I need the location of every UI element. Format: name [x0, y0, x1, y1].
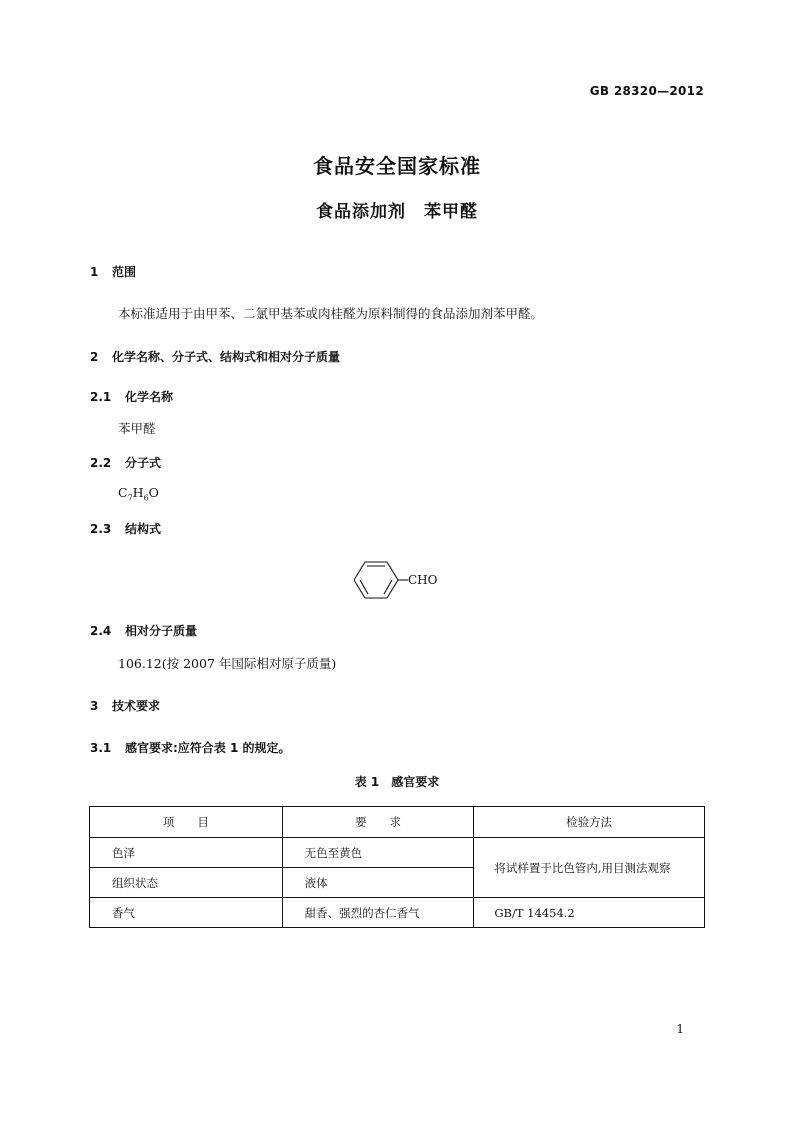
chemical-name: 苯甲醛 [118, 421, 156, 436]
page-number: 1 [676, 1022, 684, 1036]
section-2-2-heading [90, 454, 161, 471]
cell-item: 色泽 [90, 838, 283, 868]
formula-hydrogen-count: 6 [143, 493, 149, 503]
section-number: 3.1 [90, 741, 112, 755]
section-number: 2.2 [90, 456, 112, 470]
column-header-item: 项 目 [90, 807, 283, 838]
section-number: 3 [90, 699, 99, 713]
cell-method: GB/T 14454.2 [474, 898, 705, 928]
section-3-1-heading [90, 739, 291, 756]
cell-requirement: 液体 [282, 868, 474, 898]
benzene-ring-structure [354, 559, 410, 601]
table-caption: 表 1 感官要求 [354, 775, 440, 789]
cell-method-merged: 将试样置于比色管内,用目测法观察 [474, 838, 705, 898]
cell-item: 香气 [90, 898, 283, 928]
section-title: 技术要求 [112, 699, 161, 713]
document-title: 食品安全国家标准 [313, 154, 481, 178]
table-row [90, 838, 705, 868]
section-number: 1 [90, 265, 99, 279]
standard-code: GB 28320—2012 [589, 84, 704, 98]
formula-oxygen: O [148, 485, 159, 500]
section-1-text: 本标准适用于由甲苯、二氯甲基苯或肉桂醛为原料制得的食品添加剂苯甲醛。 [118, 306, 544, 321]
column-header-method: 检验方法 [474, 807, 705, 838]
section-number: 2.3 [90, 522, 112, 536]
formula-carbon-count: 7 [127, 493, 133, 503]
section-2-3-heading [90, 520, 161, 537]
aldehyde-group-label: CHO [408, 573, 438, 587]
section-title: 结构式 [125, 522, 162, 536]
section-number: 2.1 [90, 390, 112, 404]
cell-requirement: 甜香、强烈的杏仁香气 [282, 898, 474, 928]
cell-requirement: 无色至黄色 [282, 838, 474, 868]
section-1-heading [90, 263, 136, 280]
section-3-heading [90, 697, 160, 714]
section-title: 化学名称 [125, 390, 174, 404]
section-title: 化学名称、分子式、结构式和相对分子质量 [112, 350, 341, 364]
section-title: 分子式 [125, 456, 162, 470]
column-header-requirement: 要 求 [282, 807, 474, 838]
molecular-weight: 106.12(按 2007 年国际相对原子质量) [118, 656, 337, 671]
document-subtitle: 食品添加剂 苯甲醛 [316, 202, 478, 222]
formula-carbon: C [118, 485, 128, 500]
section-title: 感官要求:应符合表 1 的规定。 [125, 741, 291, 755]
table-row [90, 898, 705, 928]
sensory-requirements-table [89, 806, 705, 928]
section-title: 范围 [112, 265, 137, 279]
table-header-row [90, 807, 705, 838]
section-2-4-heading [90, 622, 197, 639]
formula-hydrogen: H [132, 485, 144, 500]
section-number: 2.4 [90, 624, 112, 638]
section-number: 2 [90, 350, 99, 364]
cell-item: 组织状态 [90, 868, 283, 898]
section-2-heading [90, 348, 340, 365]
section-2-1-heading [90, 388, 173, 405]
molecular-formula [118, 485, 159, 503]
section-title: 相对分子质量 [125, 624, 198, 638]
